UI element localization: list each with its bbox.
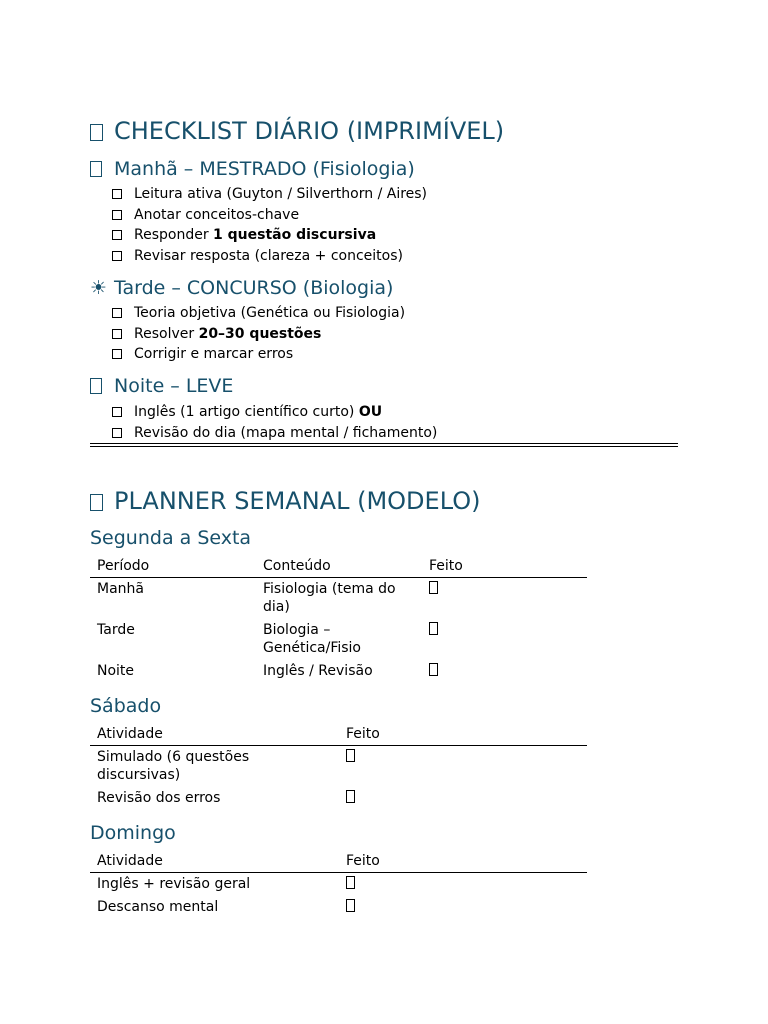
- done-checkbox[interactable]: [346, 749, 355, 762]
- checkbox[interactable]: [112, 251, 122, 261]
- checklist-item: Revisar resposta (clareza + conceitos): [112, 246, 427, 267]
- table-header-row: [90, 850, 587, 873]
- table-cell: Inglês + revisão geral: [97, 876, 251, 892]
- checklist-item: Inglês (1 artigo científico curto) OU: [112, 402, 437, 423]
- saturday-table: [90, 723, 587, 810]
- missing-glyph-icon: [90, 374, 108, 398]
- done-cell: [422, 578, 587, 620]
- table-cell: Manhã: [97, 581, 144, 597]
- table-cell: Biologia – Genética/Fisio: [263, 622, 361, 656]
- checkbox[interactable]: [112, 308, 122, 318]
- table-cell: Simulado (6 questões discursivas): [97, 749, 250, 783]
- weekdays-heading: Segunda a Sexta: [90, 527, 252, 549]
- checklist-item: Corrigir e marcar erros: [112, 344, 405, 365]
- table-cell: Inglês / Revisão: [263, 663, 373, 679]
- column-header: Período: [90, 555, 256, 578]
- planner-title: PLANNER SEMANAL (MODELO): [90, 487, 480, 515]
- done-cell: [339, 787, 587, 810]
- checklist-item: Teoria objetiva (Genética ou Fisiologia): [112, 303, 405, 324]
- table-cell: Noite: [97, 663, 135, 679]
- table-row: [90, 746, 587, 788]
- checklist-title: CHECKLIST DIÁRIO (IMPRIMÍVEL): [90, 117, 504, 145]
- table-header-row: [90, 555, 587, 578]
- sun-icon: ☀: [90, 277, 108, 299]
- column-header: Atividade: [90, 723, 339, 746]
- checkbox[interactable]: [112, 329, 122, 339]
- done-cell: [422, 660, 587, 683]
- checklist-afternoon: [112, 303, 405, 365]
- missing-glyph-icon: [90, 117, 108, 145]
- done-cell: [339, 873, 587, 897]
- saturday-heading: Sábado: [90, 695, 162, 717]
- done-cell: [422, 619, 587, 660]
- section-heading-night: Noite – LEVE: [90, 374, 233, 398]
- table-cell: Revisão dos erros: [97, 790, 221, 806]
- table-header-row: [90, 723, 587, 746]
- section-heading-afternoon: ☀ Tarde – CONCURSO (Biologia): [90, 277, 394, 299]
- checklist-item: Leitura ativa (Guyton / Silverthorn / Aires): [112, 184, 427, 205]
- done-checkbox[interactable]: [429, 622, 438, 635]
- table-row: [90, 578, 587, 620]
- table-row: [90, 896, 587, 919]
- missing-glyph-icon: [90, 487, 108, 515]
- column-header: Atividade: [90, 850, 339, 873]
- checklist-morning: [112, 184, 427, 266]
- column-header: Feito: [422, 555, 587, 578]
- checkbox[interactable]: [112, 428, 122, 438]
- done-checkbox[interactable]: [346, 899, 355, 912]
- section-heading-morning: Manhã – MESTRADO (Fisiologia): [90, 157, 415, 181]
- column-header: Feito: [339, 850, 587, 873]
- done-checkbox[interactable]: [429, 581, 438, 594]
- checklist-item: Revisão do dia (mapa mental / fichamento): [112, 423, 437, 444]
- table-row: [90, 873, 587, 897]
- horizontal-rule: [90, 443, 678, 447]
- checklist-item: Anotar conceitos-chave: [112, 205, 427, 226]
- done-checkbox[interactable]: [346, 790, 355, 803]
- done-checkbox[interactable]: [429, 663, 438, 676]
- table-row: [90, 660, 587, 683]
- table-row: [90, 787, 587, 810]
- sunday-table: [90, 850, 587, 919]
- done-cell: [339, 746, 587, 788]
- column-header: Feito: [339, 723, 587, 746]
- sunday-heading: Domingo: [90, 822, 176, 844]
- checklist-item: Resolver 20–30 questões: [112, 324, 405, 345]
- table-cell: Descanso mental: [97, 899, 219, 915]
- checkbox[interactable]: [112, 349, 122, 359]
- checkbox[interactable]: [112, 189, 122, 199]
- checkbox[interactable]: [112, 210, 122, 220]
- done-checkbox[interactable]: [346, 876, 355, 889]
- missing-glyph-icon: [90, 157, 108, 181]
- checklist-night: [112, 402, 437, 443]
- column-header: Conteúdo: [256, 555, 422, 578]
- table-row: [90, 619, 587, 660]
- done-cell: [339, 896, 587, 919]
- checkbox[interactable]: [112, 230, 122, 240]
- checklist-item: Responder 1 questão discursiva: [112, 225, 427, 246]
- table-cell: Tarde: [97, 622, 135, 638]
- table-cell: Fisiologia (tema do dia): [263, 581, 396, 615]
- checkbox[interactable]: [112, 407, 122, 417]
- weekdays-table: [90, 555, 587, 683]
